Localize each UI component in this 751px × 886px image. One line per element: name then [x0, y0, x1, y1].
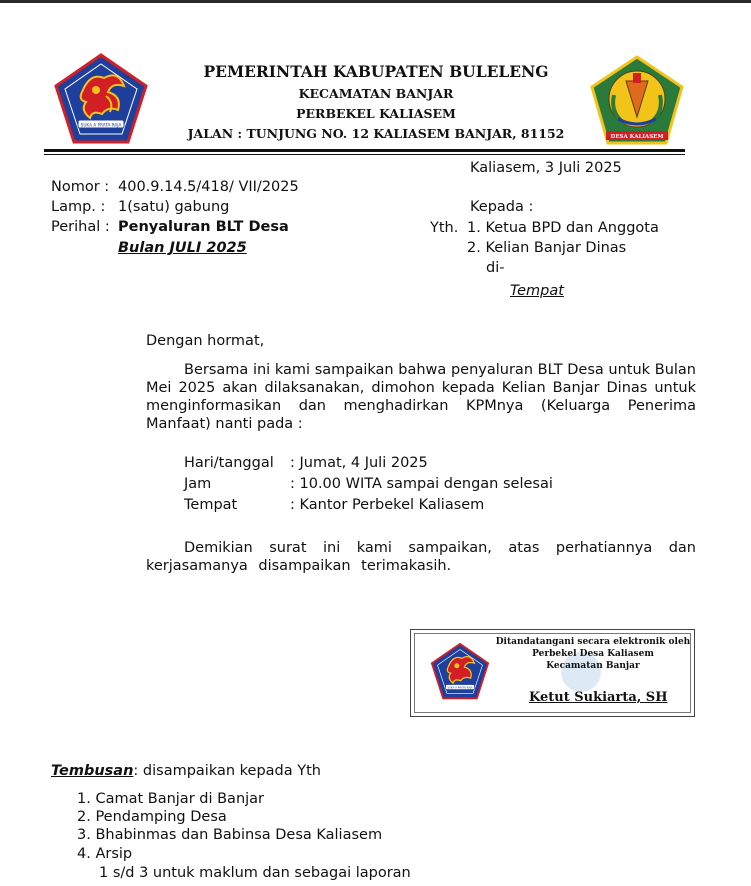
letterhead-perbekel: PERBEKEL KALIASEM — [296, 106, 456, 121]
tembusan-heading — [51, 762, 321, 780]
signature-line-2: Perbekel Desa Kaliasem — [532, 649, 654, 659]
schedule-label-time: Jam — [184, 476, 212, 492]
nomor-value: 400.9.14.5/418/ VII/2025 — [118, 179, 299, 195]
signature-line-3: Kecamatan Banjar — [546, 661, 640, 671]
schedule-value-place: : Kantor Perbekel Kaliasem — [290, 497, 485, 513]
buleleng-logo — [52, 52, 150, 148]
recipient-item-1: 1. Ketua BPD dan Anggota — [467, 220, 659, 236]
closing-paragraph: Demikian surat ini kami sampaikan, atas perhatiannya dan kerjasamanya disampaikan terimakasih. — [146, 540, 696, 574]
letterhead-kecamatan: KECAMATAN BANJAR — [298, 86, 454, 101]
letter-date: Kaliasem, 3 Juli 2025 — [470, 160, 622, 176]
tembusan-item-2: 2. Pendamping Desa — [77, 809, 227, 825]
signature-logo-motto: SUKA A PRATA RAJA — [447, 686, 473, 690]
top-border — [0, 0, 751, 3]
schedule-label-place: Tempat — [184, 497, 238, 513]
tembusan-label: Tembusan — [51, 763, 134, 779]
schedule-value-day: : Jumat, 4 Juli 2025 — [290, 455, 428, 471]
signature-logo — [427, 642, 493, 702]
recipient-di: di- — [486, 260, 505, 276]
schedule-value-time: : 10.00 WITA sampai dengan selesai — [290, 476, 553, 492]
lamp-label: Lamp. : — [51, 199, 106, 215]
greeting: Dengan hormat, — [146, 333, 265, 349]
recipient-item-2: 2. Kelian Banjar Dinas — [467, 240, 627, 256]
tembusan-note: 1 s/d 3 untuk maklum dan sebagai laporan — [99, 865, 411, 881]
desa-kaliasem-logo — [588, 55, 686, 147]
desa-kaliasem-logo-label: DESA KALIASEM — [610, 134, 664, 140]
kepada-label: Kepada : — [470, 199, 534, 215]
electronic-signature-box — [410, 629, 695, 717]
signatory-name: Ketut Sukiarta, SH — [529, 690, 668, 705]
tembusan-suffix: : disampaikan kepada Yth — [133, 763, 321, 779]
schedule-label-day: Hari/tanggal — [184, 455, 274, 471]
lamp-value: 1(satu) gabung — [118, 199, 230, 215]
body-paragraph: Bersama ini kami sampaikan bahwa penyaluran BLT Desa untuk Bulan Mei 2025 akan dilaksanakan, dimohon kepada Kelian Banjar Dinas untuk menginformasikan dan menghadirkan KPMnya (Keluarga Penerima Manfaat) nanti pada : — [146, 362, 696, 432]
perihal-value: Penyaluran BLT Desa — [118, 219, 289, 235]
tembusan-item-3: 3. Bhabinmas dan Babinsa Desa Kaliasem — [77, 827, 383, 843]
tembusan-item-1: 1. Camat Banjar di Banjar — [77, 791, 265, 807]
signature-line-1: Ditandatangani secara elektronik oleh — [495, 637, 691, 647]
buleleng-logo-motto: SUKA A PRATA RAJA — [80, 122, 122, 128]
letterhead-rule-thick — [44, 149, 685, 152]
letterhead-title: PEMERINTAH KABUPATEN BULELENG — [203, 62, 549, 81]
letterhead-address: JALAN : TUNJUNG NO. 12 KALIASEM BANJAR, 81152 — [187, 126, 565, 141]
nomor-label: Nomor : — [51, 179, 110, 195]
perihal-value-month: Bulan JULI 2025 — [118, 240, 247, 256]
perihal-label: Perihal : — [51, 219, 110, 235]
tembusan-item-4: 4. Arsip — [77, 846, 133, 862]
recipient-tempat: Tempat — [510, 283, 564, 299]
letterhead-rule-thin — [44, 154, 685, 155]
yth-label: Yth. — [430, 220, 459, 236]
